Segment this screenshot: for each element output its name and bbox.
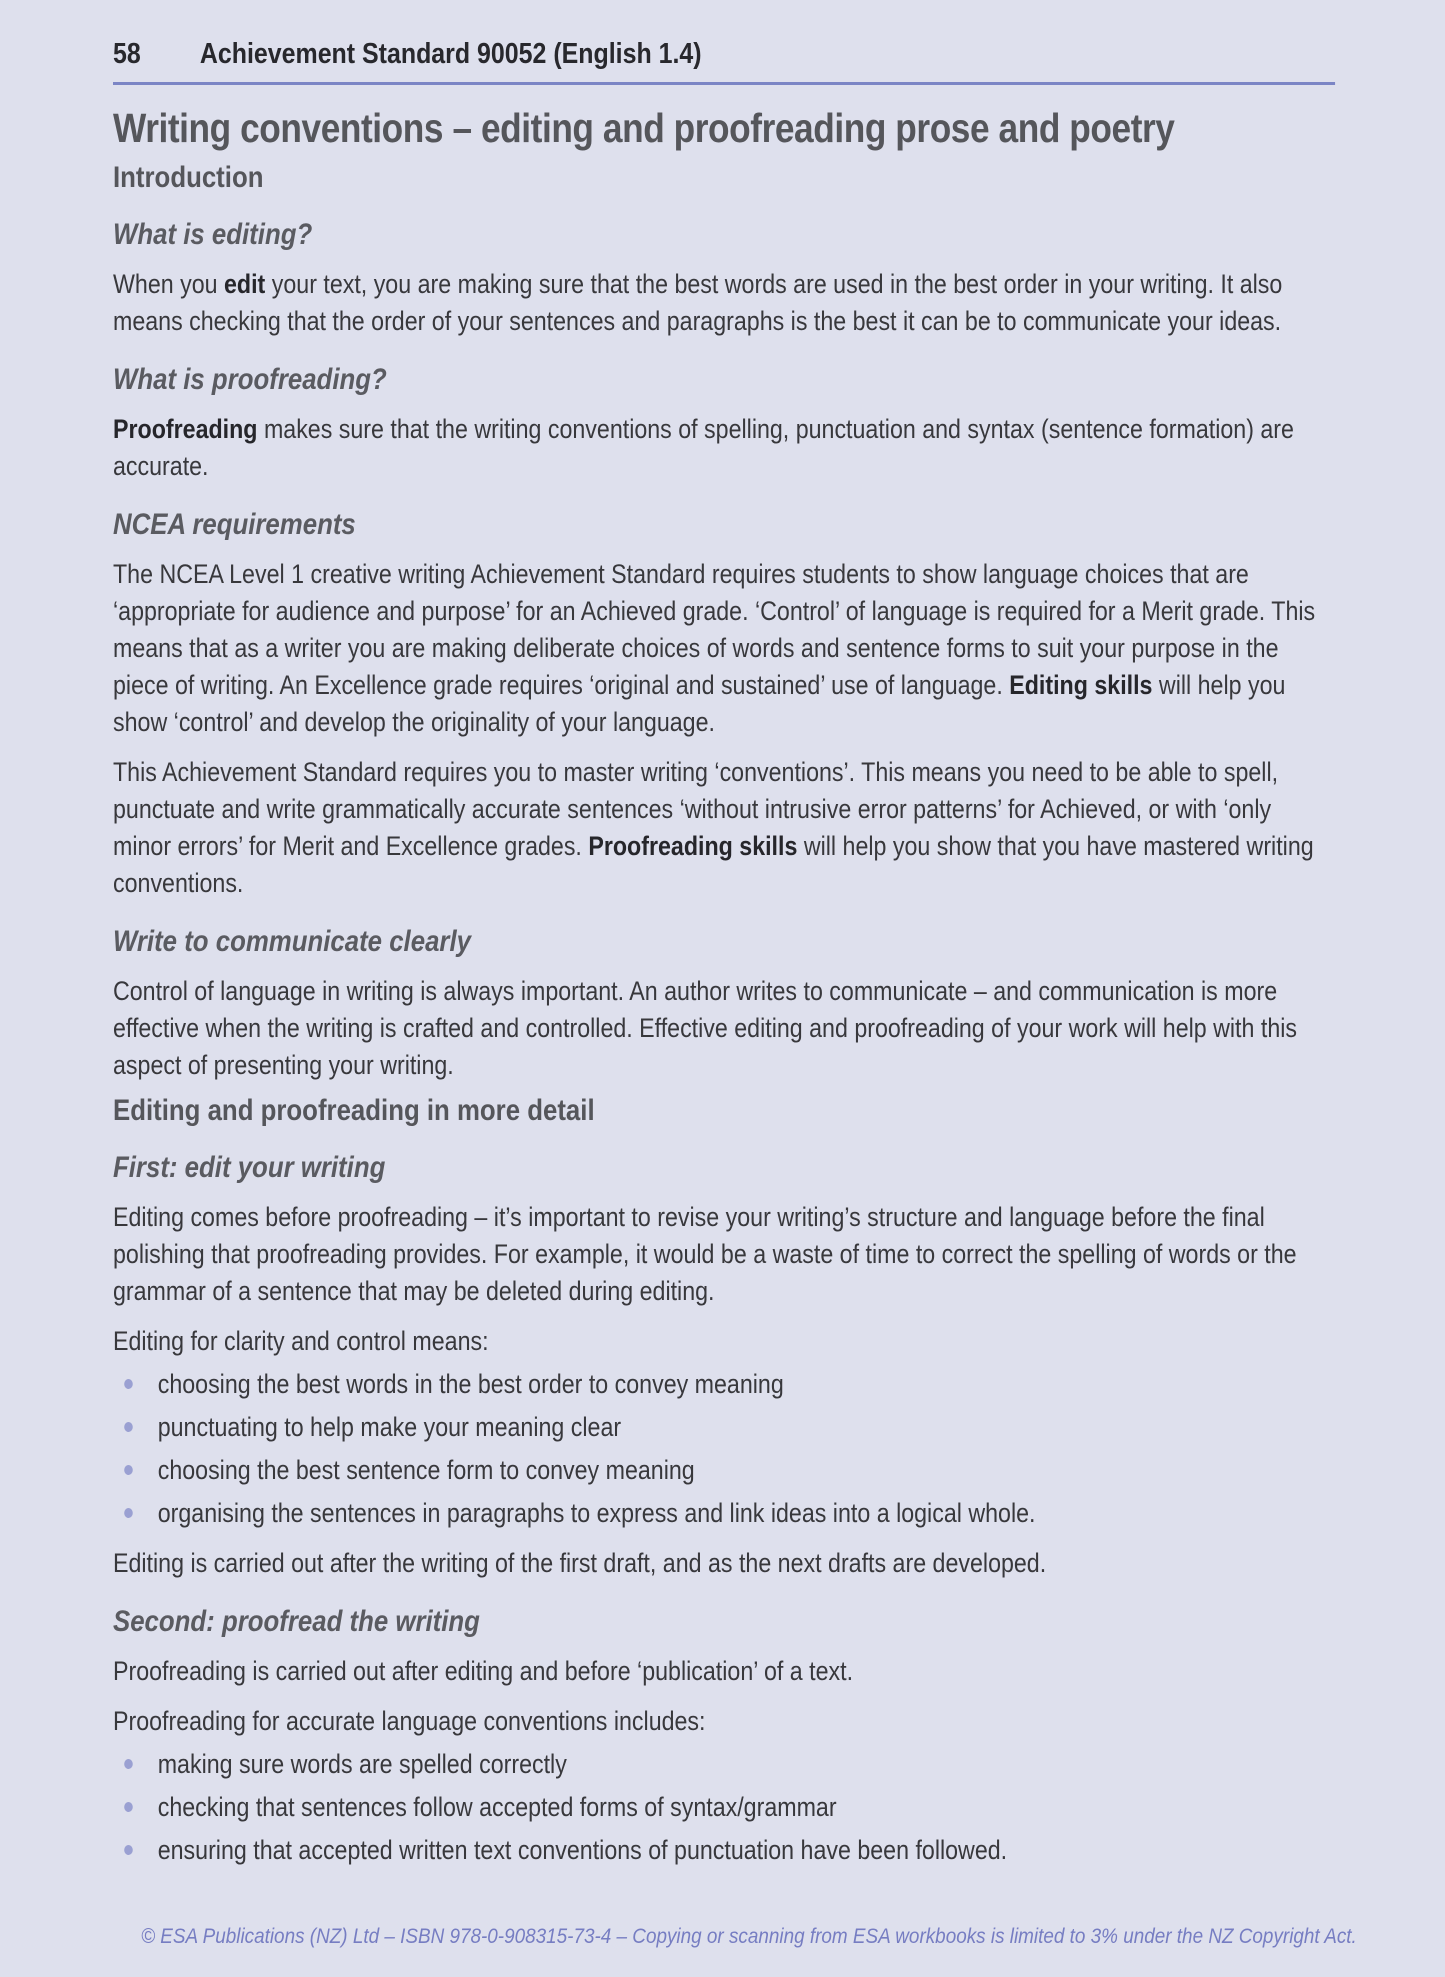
bold-term-edit: edit <box>224 269 266 299</box>
paragraph-what-is-proofreading <box>113 411 1335 485</box>
list-item <box>113 1789 1335 1826</box>
list-item <box>113 1832 1335 1869</box>
page-header <box>113 0 1335 71</box>
paragraph-first-edit: Editing comes before proofreading – it’s important to revise your writing’s structure and language before the final polishing that proofreading provides. For example, it would be a waste of time to correct the spelling of words or the grammar of a sentence that may be deleted during editing. <box>113 1202 1297 1306</box>
list-item <box>113 1495 1335 1532</box>
bullet-icon <box>124 1802 133 1812</box>
paragraph-proofreading-list-intro: Proofreading for accurate language conventions includes: <box>113 1706 706 1736</box>
editing-bullet-list <box>113 1366 1335 1532</box>
text-segment: This Achievement Standard requires you to master writing ‘conventions’. This means you need to be able to spell, punctuate and write grammatically accurate sentences ‘without intrusive error patterns’ for Achieved, or with ‘only minor errors’ for Merit and Excellence grades. <box>113 757 1279 861</box>
text-segment: will help you show ‘control’ and develop the originality of your language. <box>113 670 1286 737</box>
subheading-write-to-communicate: Write to communicate clearly <box>113 925 471 958</box>
bold-term-proofreading-skills: Proofreading skills <box>588 831 798 861</box>
text-segment: your text, you are making sure that the best words are used in the best order in your writing. It also means checking that the order of your sentences and paragraphs is the best it can be to communicate your ideas. <box>113 269 1283 336</box>
bullet-text: ensuring that accepted written text conventions of punctuation have been followed. <box>157 1835 1008 1865</box>
text-segment: When you <box>113 269 225 299</box>
subheading-second-proofread: Second: proofread the writing <box>113 1605 480 1638</box>
proofreading-bullet-list <box>113 1746 1335 1869</box>
text-segment: makes sure that the writing conventions of spelling, punctuation and syntax (sentence formation) are accurate. <box>113 414 1294 481</box>
bullet-text: organising the sentences in paragraphs to express and link ideas into a logical whole. <box>157 1498 1036 1528</box>
section-heading-detail: Editing and proofreading in more detail <box>113 1094 595 1127</box>
page-content <box>113 0 1335 1869</box>
bullet-icon <box>124 1845 133 1855</box>
paragraph-ncea-2 <box>113 754 1335 902</box>
bold-term-editing-skills: Editing skills <box>1009 670 1153 700</box>
subheading-first-edit: First: edit your writing <box>113 1151 386 1184</box>
paragraph-proofread-timing: Proofreading is carried out after editing and before ‘publication’ of a text. <box>113 1656 854 1686</box>
paragraph-editing-list-intro: Editing for clarity and control means: <box>113 1326 489 1356</box>
section-heading-introduction: Introduction <box>113 161 264 194</box>
text-segment: The NCEA Level 1 creative writing Achievement Standard requires students to show language choices that are ‘appropriate for audience and purpose’ for an Achieved grade. ‘Control’ of language is required for a Merit grade. This means that as a writer you are making deliberate choices of words and sentence forms to suit your purpose in the piece of writing. An Excellence grade requires ‘original and sustained’ use of language. <box>113 559 1316 700</box>
copyright-footer: © ESA Publications (NZ) Ltd – ISBN 978-0-908315-73-4 – Copying or scanning from ESA workbooks is limited to 3% under the NZ Copyright Act. <box>141 1925 1357 1948</box>
bullet-icon <box>124 1379 133 1389</box>
bullet-icon <box>124 1422 133 1432</box>
list-item <box>113 1746 1335 1783</box>
list-item <box>113 1366 1335 1403</box>
bullet-text: choosing the best sentence form to convey meaning <box>157 1455 695 1485</box>
header-title: Achievement Standard 90052 (English 1.4) <box>199 38 702 70</box>
paragraph-ncea-1 <box>113 556 1335 741</box>
paragraph-what-is-editing <box>113 266 1335 340</box>
bullet-text: punctuating to help make your meaning clear <box>157 1412 622 1442</box>
subheading-what-is-editing: What is editing? <box>113 218 313 251</box>
paragraph-communicate: Control of language in writing is always important. An author writes to communicate – and communication is more effective when the writing is crafted and controlled. Effective editing and proofreading of your work will help with this aspect of presenting your writing. <box>113 976 1298 1080</box>
paragraph-editing-carried-out: Editing is carried out after the writing of the first draft, and as the next drafts are developed. <box>113 1548 1047 1578</box>
header-rule <box>113 82 1335 85</box>
page-title: Writing conventions – editing and proofreading prose and poetry <box>113 105 1175 151</box>
subheading-ncea-requirements: NCEA requirements <box>113 508 356 541</box>
bullet-text: choosing the best words in the best order to convey meaning <box>157 1369 784 1399</box>
subheading-what-is-proofreading: What is proofreading? <box>113 363 387 396</box>
bullet-text: making sure words are spelled correctly <box>157 1749 567 1779</box>
bullet-icon <box>124 1465 133 1475</box>
page-number: 58 <box>113 38 141 70</box>
list-item <box>113 1409 1335 1446</box>
bullet-text: checking that sentences follow accepted forms of syntax/grammar <box>157 1792 837 1822</box>
bullet-icon <box>124 1759 133 1769</box>
text-segment: will help you show that you have mastered writing conventions. <box>113 831 1314 898</box>
list-item <box>113 1452 1335 1489</box>
bullet-icon <box>124 1508 133 1518</box>
bold-term-proofreading: Proofreading <box>113 414 258 444</box>
